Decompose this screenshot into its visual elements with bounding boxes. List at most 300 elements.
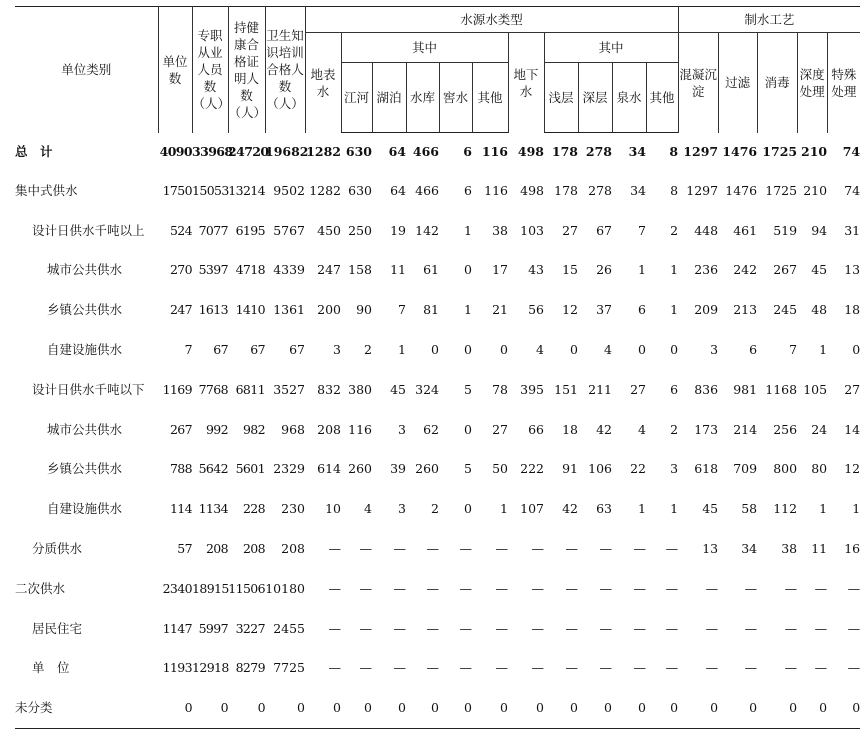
cell-value: 58 [741, 501, 758, 517]
cell-value: 66 [528, 421, 544, 437]
cell-value: 0 [472, 688, 508, 728]
row-label: 居民住宅 [32, 620, 83, 636]
header-of-which-ground: 其中 [544, 33, 678, 63]
cell-value: 0 [228, 688, 265, 728]
cell-value: — [328, 580, 341, 596]
cell-value: 1476 [722, 143, 758, 159]
header-category: 单位类别 [61, 61, 112, 77]
cell-value: 62 [423, 421, 439, 437]
cell-value: — [359, 620, 372, 636]
cell-value: 4 [638, 421, 646, 437]
cell-value: 3227 [235, 620, 265, 636]
cell-value: 228 [242, 501, 265, 517]
cell-value: 112 [773, 501, 798, 517]
cell-value: 208 [317, 421, 341, 437]
cell-value: 450 [317, 222, 341, 238]
cell-value: 33968 [192, 143, 233, 159]
cell-value: 56 [528, 302, 544, 318]
cell-value: 37 [596, 302, 612, 318]
cell-value: 9502 [273, 182, 305, 198]
cell-value: 3 [670, 461, 679, 477]
cell-value: 6 [463, 144, 472, 159]
cell-value: 7768 [198, 381, 228, 397]
cell-value: 178 [554, 182, 578, 198]
cell-value: 0 [372, 688, 406, 728]
cell-value: 18 [844, 302, 861, 318]
cell-value: 0 [757, 688, 797, 728]
cell-value: 270 [169, 262, 192, 278]
cell-value: 0 [578, 688, 612, 728]
cell-value: — [426, 541, 439, 557]
cell-value: 0 [508, 688, 544, 728]
cell-value: 45 [811, 262, 828, 278]
cell-value: 1 [670, 262, 679, 278]
header-of-which-surface: 其中 [341, 33, 508, 63]
cell-value: — [784, 580, 798, 596]
row-label: 乡镇公共供水 [47, 461, 123, 477]
cell-value: 0 [158, 688, 192, 728]
cell-value: 1168 [765, 381, 798, 397]
cell-value: 3527 [273, 381, 305, 397]
table-row [15, 688, 860, 728]
table-row [15, 649, 860, 689]
table-row [15, 370, 860, 410]
row-label: 城市公共供水 [47, 262, 123, 278]
cell-value: 0 [852, 342, 861, 358]
cell-value: — [531, 580, 544, 596]
cell-value: — [665, 620, 679, 636]
cell-value: 214 [733, 421, 758, 437]
table-row [15, 410, 860, 450]
cell-value: 1476 [725, 182, 758, 198]
cell-value: 26 [596, 262, 612, 278]
header-special: 特殊处理 [827, 33, 860, 133]
cell-value: 5 [464, 461, 472, 477]
cell-value: 208 [205, 541, 228, 557]
cell-value: 5397 [198, 262, 228, 278]
header-water-source-type: 水源水类型 [305, 7, 678, 33]
cell-value: 208 [281, 541, 305, 557]
cell-value: 7 [789, 342, 798, 358]
cell-value: 1282 [306, 143, 341, 159]
cell-value: — [426, 620, 439, 636]
cell-value: 236 [694, 262, 719, 278]
cell-value: 0 [827, 688, 860, 728]
cell-value: 107 [520, 501, 544, 517]
header-units: 单位数 [158, 7, 192, 133]
cell-value: 0 [500, 342, 508, 358]
cell-value: — [744, 580, 758, 596]
cell-value: 1 [638, 262, 646, 278]
table-row [15, 609, 860, 649]
cell-value: 4 [536, 342, 544, 358]
cell-value: — [633, 660, 646, 676]
cell-value: 21 [492, 302, 508, 318]
cell-value: 1297 [686, 182, 719, 198]
cell-value: 43 [528, 262, 544, 278]
cell-value: — [328, 660, 341, 676]
cell-value: — [531, 541, 544, 557]
cell-value: 103 [520, 222, 544, 238]
cell-value: — [814, 660, 828, 676]
cell-value: 1 [638, 501, 646, 517]
cell-value: 208 [242, 541, 265, 557]
cell-value: 324 [415, 381, 439, 397]
cell-value: 27 [562, 222, 578, 238]
cell-value: 18 [562, 421, 578, 437]
cell-value: 4 [604, 342, 612, 358]
cell-value: 2 [670, 222, 679, 238]
table-row [15, 290, 860, 330]
cell-value: 3 [398, 421, 406, 437]
header-staff: 专职从业人员数（人） [192, 7, 228, 133]
cell-value: 116 [484, 182, 508, 198]
table-row [15, 529, 860, 569]
table-row [15, 133, 860, 172]
cell-value: — [393, 541, 406, 557]
cell-value: 1 [464, 222, 472, 238]
cell-value: 24720 [228, 143, 269, 159]
cell-value: 14 [844, 421, 861, 437]
cell-value: 6 [464, 182, 472, 198]
row-label: 集中式供水 [15, 182, 78, 198]
header-reservoir: 水库 [406, 63, 439, 133]
cell-value: 42 [562, 501, 578, 517]
cell-value: 1 [398, 342, 406, 358]
table-row [15, 251, 860, 291]
cell-value: 0 [646, 688, 678, 728]
cell-value: 0 [406, 688, 439, 728]
table-row [15, 330, 860, 370]
cell-value: 4 [364, 501, 372, 517]
cell-value: — [459, 620, 472, 636]
cell-value: 4339 [273, 262, 305, 278]
header-surface: 地表水 [305, 33, 341, 133]
cell-value: 519 [773, 222, 798, 238]
cell-value: 6 [638, 302, 646, 318]
cell-value: 106 [588, 461, 612, 477]
cell-value: — [599, 620, 612, 636]
header-spring: 泉水 [612, 63, 646, 133]
cell-value: 1 [670, 501, 679, 517]
cell-value: 836 [694, 381, 719, 397]
cell-value: — [847, 580, 861, 596]
cell-value: 630 [348, 182, 372, 198]
table-row [15, 489, 860, 529]
table-row [15, 569, 860, 609]
cell-value: 38 [492, 222, 508, 238]
cell-value: — [665, 541, 679, 557]
cell-value: — [495, 541, 508, 557]
cell-value: 116 [481, 144, 508, 159]
cell-value: 278 [585, 144, 612, 159]
table-row [15, 450, 860, 490]
header-process: 制水工艺 [678, 7, 860, 33]
cell-value: 1 [819, 501, 828, 517]
cell-value: 0 [718, 688, 757, 728]
cell-value: 1147 [162, 620, 192, 636]
cell-value: 0 [544, 688, 578, 728]
cell-value: 78 [492, 381, 508, 397]
cell-value: — [599, 541, 612, 557]
cell-value: 788 [169, 461, 192, 477]
cell-value: 12 [844, 461, 861, 477]
cell-value: 7 [638, 222, 646, 238]
cell-value: 448 [694, 222, 719, 238]
cell-value: 5 [464, 381, 472, 397]
cell-value: — [393, 660, 406, 676]
cell-value: 94 [811, 222, 828, 238]
cell-value: 1725 [765, 182, 798, 198]
cell-value: 0 [797, 688, 827, 728]
cell-value: 81 [423, 302, 439, 318]
cell-value: 74 [842, 143, 861, 159]
cell-value: 210 [801, 143, 828, 159]
cell-value: 24 [811, 421, 828, 437]
cell-value: — [426, 660, 439, 676]
cell-value: — [531, 660, 544, 676]
cell-value: — [565, 541, 578, 557]
cell-value: 11 [390, 262, 406, 278]
header-lake: 湖泊 [372, 63, 406, 133]
cell-value: 247 [317, 262, 341, 278]
cell-value: 222 [520, 461, 544, 477]
cell-value: 800 [773, 461, 798, 477]
cell-value: 0 [678, 688, 718, 728]
header-ground-other: 其他 [646, 63, 678, 133]
cell-value: 1193 [162, 660, 192, 676]
table-row [15, 171, 860, 211]
cell-value: 39 [390, 461, 406, 477]
cell-value: — [744, 620, 758, 636]
cell-value: — [847, 620, 861, 636]
row-label: 乡镇公共供水 [47, 302, 123, 318]
cell-value: 7 [184, 342, 192, 358]
cell-value: — [531, 620, 544, 636]
cell-value: 22 [630, 461, 646, 477]
header-filtration: 过滤 [718, 33, 757, 133]
cell-value: 45 [702, 501, 719, 517]
header-cellar: 窖水 [439, 63, 472, 133]
cell-value: 0 [612, 688, 646, 728]
cell-value: 6811 [235, 381, 265, 397]
cell-value: 1 [670, 302, 679, 318]
cell-value: 6 [749, 342, 758, 358]
cell-value: 3 [398, 501, 406, 517]
cell-value: 34 [741, 541, 758, 557]
cell-value: 5767 [273, 222, 305, 238]
cell-value: 461 [733, 222, 758, 238]
cell-value: 12918 [192, 660, 229, 676]
cell-value: — [359, 580, 372, 596]
header-health-cert: 持健康合格证明人数（人） [228, 7, 265, 133]
header-advanced: 深度处理 [797, 33, 827, 133]
cell-value: 142 [415, 222, 439, 238]
header-training: 卫生知识培训合格人数（人） [265, 7, 305, 133]
cell-value: 61 [423, 262, 439, 278]
cell-value: — [705, 580, 719, 596]
cell-value: — [599, 660, 612, 676]
cell-value: 116 [348, 421, 372, 437]
cell-value: 8 [669, 144, 679, 159]
cell-value: 1410 [235, 302, 265, 318]
header-row-1 [15, 7, 860, 33]
header-shallow: 浅层 [544, 63, 578, 133]
cell-value: 267 [773, 262, 798, 278]
cell-value: 31 [844, 222, 861, 238]
cell-value: 67 [250, 342, 265, 358]
header-disinfection: 消毒 [757, 33, 797, 133]
cell-value: 91 [562, 461, 578, 477]
row-label: 二次供水 [15, 580, 66, 596]
cell-value: 0 [439, 688, 472, 728]
header-river: 江河 [341, 63, 372, 133]
cell-value: 57 [177, 541, 192, 557]
header-ground: 地下水 [508, 33, 544, 133]
cell-value: 2 [431, 501, 439, 517]
cell-value: 151 [554, 381, 578, 397]
cell-value: 48 [811, 302, 828, 318]
cell-value: 2 [670, 421, 679, 437]
cell-value: — [633, 580, 646, 596]
cell-value: 6 [670, 381, 679, 397]
cell-value: — [495, 580, 508, 596]
table-row [15, 211, 860, 251]
cell-value: 0 [570, 342, 578, 358]
cell-value: 0 [464, 501, 472, 517]
cell-value: 709 [733, 461, 758, 477]
row-label: 分质供水 [32, 541, 83, 557]
cell-value: 8279 [235, 660, 265, 676]
cell-value: — [599, 580, 612, 596]
cell-value: 38 [781, 541, 798, 557]
cell-value: 64 [388, 144, 406, 159]
cell-value: — [633, 620, 646, 636]
cell-value: 74 [844, 182, 861, 198]
cell-value: 0 [464, 262, 472, 278]
cell-value: 524 [169, 222, 192, 238]
cell-value: 11 [811, 541, 828, 557]
cell-value: — [359, 541, 372, 557]
cell-value: 2 [364, 342, 372, 358]
cell-value: 209 [694, 302, 719, 318]
cell-value: 1361 [273, 302, 305, 318]
cell-value: — [814, 620, 828, 636]
cell-value: — [459, 660, 472, 676]
cell-value: 0 [638, 342, 646, 358]
cell-value: 34 [628, 144, 646, 159]
cell-value: — [459, 580, 472, 596]
cell-value: 173 [694, 421, 719, 437]
row-label: 设计日供水千吨以上 [32, 222, 145, 238]
cell-value: — [328, 541, 341, 557]
cell-value: 11506 [228, 580, 265, 596]
cell-value: 27 [630, 381, 646, 397]
cell-value: 200 [317, 302, 341, 318]
cell-value: 5997 [198, 620, 228, 636]
cell-value: 498 [517, 143, 544, 159]
cell-value: 10180 [265, 580, 305, 596]
cell-value: 3 [710, 342, 719, 358]
cell-value: — [744, 660, 758, 676]
cell-value: 1725 [762, 143, 798, 159]
cell-value: 42 [596, 421, 612, 437]
cell-value: 67 [289, 342, 305, 358]
cell-value: 832 [317, 381, 341, 397]
cell-value: 45 [390, 381, 406, 397]
cell-value: 256 [773, 421, 798, 437]
cell-value: 982 [242, 421, 265, 437]
cell-value: — [495, 620, 508, 636]
cell-value: 1613 [198, 302, 228, 318]
cell-value: — [633, 541, 646, 557]
cell-value: — [665, 580, 679, 596]
cell-value: 0 [464, 421, 472, 437]
cell-value: 614 [317, 461, 341, 477]
cell-value: 247 [169, 302, 192, 318]
cell-value: 2329 [273, 461, 305, 477]
cell-value: — [359, 660, 372, 676]
cell-value: 114 [169, 501, 192, 517]
cell-value: 1 [500, 501, 508, 517]
cell-value: 380 [348, 381, 372, 397]
cell-value: 178 [551, 144, 578, 159]
cell-value: 0 [670, 342, 679, 358]
cell-value: 992 [205, 421, 228, 437]
cell-value: 250 [348, 222, 372, 238]
cell-value: 0 [341, 688, 372, 728]
cell-value: — [705, 620, 719, 636]
cell-value: 50 [492, 461, 508, 477]
cell-value: 981 [733, 381, 758, 397]
cell-value: — [705, 660, 719, 676]
cell-value: 10 [325, 501, 341, 517]
cell-value: — [814, 580, 828, 596]
cell-value: 13 [702, 541, 719, 557]
cell-value: — [393, 580, 406, 596]
cell-value: 1282 [309, 182, 341, 198]
cell-value: — [784, 620, 798, 636]
cell-value: 4090 [159, 143, 192, 159]
cell-value: 211 [588, 381, 612, 397]
cell-value: — [847, 660, 861, 676]
cell-value: 968 [281, 421, 305, 437]
header-surface-other: 其他 [472, 63, 508, 133]
row-label: 未分类 [15, 688, 158, 728]
cell-value: 618 [694, 461, 719, 477]
header-coagulation: 混凝沉淀 [678, 33, 718, 133]
row-label: 设计日供水千吨以下 [32, 381, 145, 397]
cell-value: 16 [844, 541, 861, 557]
cell-value: — [459, 541, 472, 557]
cell-value: 7 [398, 302, 406, 318]
cell-value: 67 [596, 222, 612, 238]
row-label: 自建设施供水 [47, 342, 123, 358]
cell-value: 260 [348, 461, 372, 477]
cell-value: 466 [412, 144, 439, 159]
cell-value: 27 [492, 421, 508, 437]
cell-value: — [784, 660, 798, 676]
cell-value: 210 [803, 182, 828, 198]
cell-value: 7725 [273, 660, 305, 676]
water-supply-statistics-table [15, 6, 860, 729]
cell-value: 230 [281, 501, 305, 517]
cell-value: 80 [811, 461, 828, 477]
cell-value: 0 [305, 688, 341, 728]
cell-value: 12 [562, 302, 578, 318]
cell-value: 8 [670, 182, 679, 198]
header-deep-layer: 深层 [578, 63, 612, 133]
